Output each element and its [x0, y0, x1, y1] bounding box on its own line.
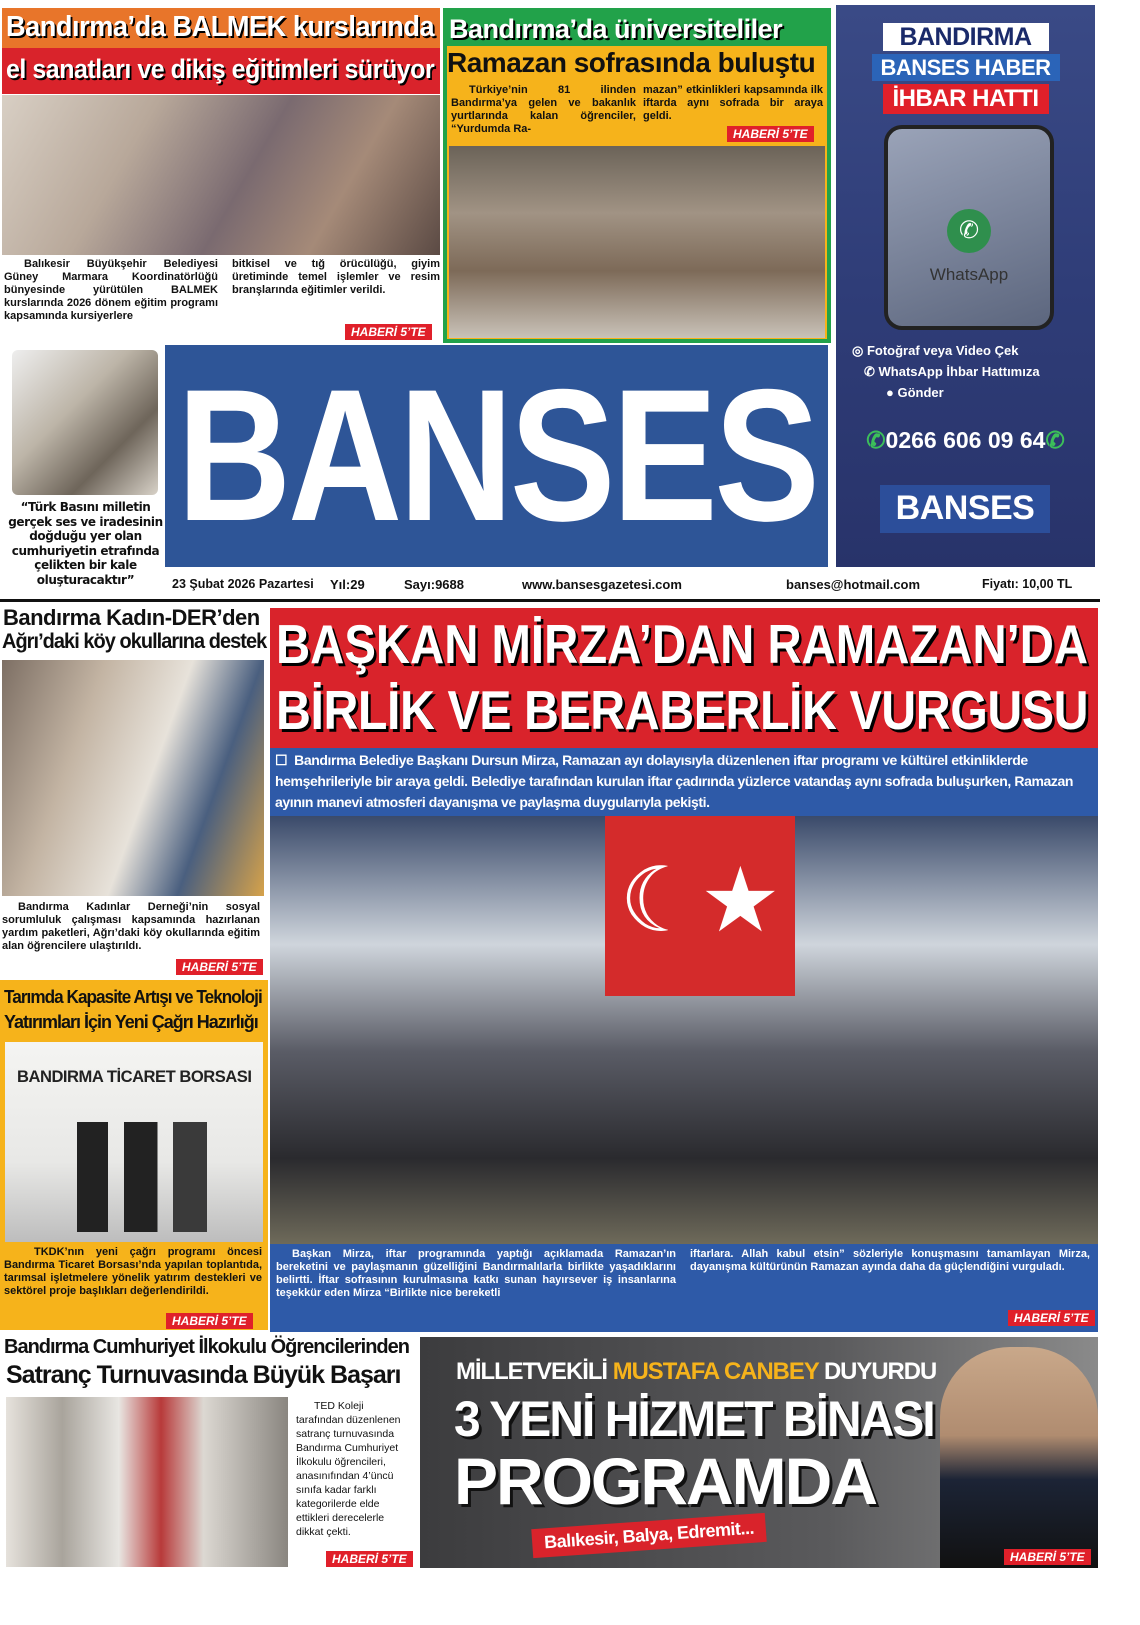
phone-icon: ✆ — [1045, 427, 1065, 453]
main-headline-line-1: BAŞKAN MİRZA’DAN RAMAZAN’DA — [276, 613, 1089, 675]
caption-col-1: Türkiye’nin 81 ilinden Bandırma’ya gelen ve bakanlık yurtlarında kalan öğrenciler, “Yurdumda Ra- — [451, 84, 636, 135]
phone-screen-label: WhatsApp — [929, 265, 1009, 284]
ad-title-2: BANSES HABER — [872, 54, 1060, 81]
more-link[interactable]: HABERİ 5’TE — [1008, 1310, 1095, 1326]
headline-line-1: 3 YENİ HİZMET BİNASI — [454, 1391, 934, 1447]
headline-line-2: Yatırımları İçin Yeni Çağrı Hazırlığı — [4, 1011, 258, 1032]
tarim-caption: TKDK’nın yeni çağrı programı öncesi Bandırma Ticaret Borsası’nda yapılan toplantıda, tarımsal işletmelere yönelik yatırım destekleri ve sektörel proje başlıkları değerlendirildi. — [4, 1246, 262, 1297]
phone-illustration — [884, 125, 1054, 330]
story-canbey — [420, 1337, 1098, 1568]
photo-sign: BANDIRMA TİCARET BORSASI — [17, 1067, 252, 1086]
main-lede: ☐ Bandırma Belediye Başkanı Dursun Mirza, Ramazan ayı dolayısıyla düzenlenen iftar programı ve kültürel etkinliklerde hemşehrileriyle bir araya geldi. Belediye tarafından kurulan iftar çadırında yüzlerce vatandaş aynı sofrada buluşurken, Ramazan ayının manevi atmosferi dayanışma ve paylaşma duygularıyla pekişti. — [270, 748, 1098, 816]
issue-date: 23 Şubat 2026 Pazartesi — [172, 577, 314, 591]
camera-icon: ◎ — [852, 343, 867, 358]
price: Fiyatı: 10,00 TL — [982, 577, 1073, 591]
ad-step-3: ● Gönder — [886, 385, 944, 400]
whatsapp-icon: ✆ — [866, 427, 886, 453]
masthead-logo: BANSES — [177, 350, 817, 560]
headline-bar-1 — [447, 12, 827, 46]
masthead — [165, 345, 828, 567]
main-story — [270, 608, 1098, 1332]
satranc-photo — [6, 1397, 288, 1567]
more-link[interactable]: HABERİ 5’TE — [727, 126, 814, 142]
headline-line-2: el sanatları ve dikiş eğitimleri sürüyor — [6, 54, 435, 84]
caption-col-2: mazan” etkinlikleri kapsamında ilk iftarda aynı sofrada bir araya geldi. — [643, 84, 823, 122]
more-link[interactable]: HABERİ 5’TE — [345, 324, 432, 340]
more-link[interactable]: HABERİ 5’TE — [166, 1313, 253, 1329]
kadinder-photo — [2, 660, 264, 896]
main-headline-box — [270, 608, 1098, 748]
satranc-text: TED Koleji tarafından düzenlenen satranç turnuvasında Bandırma Cumhuriyet İlkokulu öğrencileri, anasınıfından 4’üncü sınıfa kadar farklı kategorilerde elde ettikleri derecelerle dikkat çekti. — [296, 1400, 401, 1538]
headline-line-2: Ağrı’daki köy okullarına destek — [2, 630, 267, 653]
whatsapp-icon: ✆ — [947, 209, 991, 253]
balmek-photo — [2, 95, 440, 255]
issue-year: Yıl:29 — [330, 577, 365, 592]
university-photo — [449, 146, 825, 338]
divider — [0, 599, 1100, 602]
caption-col-2: bitkisel ve tığ örücülüğü, giyim üretiminde temel işlemler ve resim branşlarında eğitimler verildi. — [232, 258, 440, 296]
issue-number: Sayı:9688 — [404, 577, 464, 592]
headline-bar-1 — [2, 8, 440, 48]
ad-hotline — [836, 5, 1095, 567]
email-link[interactable]: banses@hotmail.com — [786, 577, 921, 592]
ad-step-1: ◎ Fotoğraf veya Video Çek — [852, 343, 1019, 358]
story-satranc — [0, 1337, 416, 1568]
send-icon: ● — [886, 385, 898, 400]
ad-phone-number[interactable]: ✆0266 606 09 64✆ — [866, 427, 1065, 453]
main-photo — [270, 816, 1098, 1244]
ad-logo: BANSES — [880, 485, 1050, 533]
info-strip — [0, 577, 1100, 595]
website-link[interactable]: www.bansesgazetesi.com — [522, 577, 682, 592]
story-kadinder — [0, 604, 268, 976]
places: Balıkesir, Balya, Edremit... — [531, 1513, 767, 1558]
caption-col-2: iftarlara. Allah kabul etsin” sözleriyle konuşmasını tamamlayan Mirza, dayanışma kültürünün Ramazan ayında daha da güçlendiğini vurguladı. — [690, 1248, 1090, 1273]
headline-line-1: Tarımda Kapasite Artışı ve Teknoloji — [4, 987, 262, 1007]
headline-line-2: Ramazan sofrasında buluştu — [447, 47, 816, 79]
headline-line-2: Satranç Turnuvasında Büyük Başarı — [6, 1361, 401, 1389]
people — [77, 1122, 207, 1232]
more-link[interactable]: HABERİ 5’TE — [176, 959, 263, 975]
caption-col-1: Başkan Mirza, iftar programında yaptığı açıklamada Ramazan’ın bereketini ve paylaşmanın güzelliğini Bandırmalılarla birlikte yaşadıklarını belirtti. İftar sofrasının kurulmasına katkı sunan hayırsever iş insanlarına teşekkür eden Mirza “Birlikte nice bereketli — [276, 1248, 676, 1299]
main-headline-line-2: BİRLİK VE BERABERLİK VURGUSU — [276, 678, 1089, 741]
story-balmek — [2, 8, 440, 346]
ataturk-photo — [12, 350, 158, 495]
story-university — [443, 8, 831, 343]
bullet-icon: ☐ — [275, 752, 295, 768]
tarim-photo — [5, 1042, 263, 1242]
headline-line-1: Bandırma’da BALMEK kurslarında — [6, 11, 435, 43]
headline-line-2: PROGRAMDA — [454, 1444, 876, 1518]
whatsapp-small-icon: ✆ — [864, 364, 879, 379]
headline-line-1: Bandırma’da üniversiteliler — [449, 14, 783, 44]
kicker: MİLLETVEKİLİ MUSTAFA CANBEY DUYURDU — [456, 1358, 937, 1385]
headline-bar-2 — [2, 48, 440, 94]
canbey-photo — [940, 1347, 1098, 1568]
ataturk-quote: “Türk Basını milletin gerçek ses ve iradesinin doğduğu yer olan cumhuriyetin etrafında çelikten bir kale oluşturacaktır” — [8, 500, 163, 587]
more-link[interactable]: HABERİ 5’TE — [1004, 1549, 1091, 1565]
turkish-flag: ☾★ — [605, 816, 795, 996]
kadinder-caption: Bandırma Kadınlar Derneği’nin sosyal sorumluluk çalışması kapsamında hazırlanan yardım paketleri, Ağrı’daki köy okullarında eğitim alan öğrencilere ulaştırıldı. — [2, 901, 260, 952]
headline-line-1: Bandırma Kadın-DER’den — [3, 605, 260, 630]
ad-title-1: BANDIRMA — [883, 23, 1049, 51]
more-link[interactable]: HABERİ 5’TE — [326, 1551, 413, 1567]
headline-line-1: Bandırma Cumhuriyet İlkokulu Öğrencilerinden — [4, 1336, 409, 1358]
story-tarim — [0, 980, 268, 1330]
ad-title-3: İHBAR HATTI — [883, 84, 1049, 113]
caption-col-1: Balıkesir Büyükşehir Belediyesi Güney Marmara Koordinatörlüğü bünyesinde yürütülen BALMEK kurslarında 2026 dönem eğitim programı kapsamında kursiyerlere — [4, 258, 218, 322]
main-caption — [270, 1244, 1098, 1332]
ad-step-2: ✆ WhatsApp İhbar Hattımıza — [864, 364, 1040, 379]
